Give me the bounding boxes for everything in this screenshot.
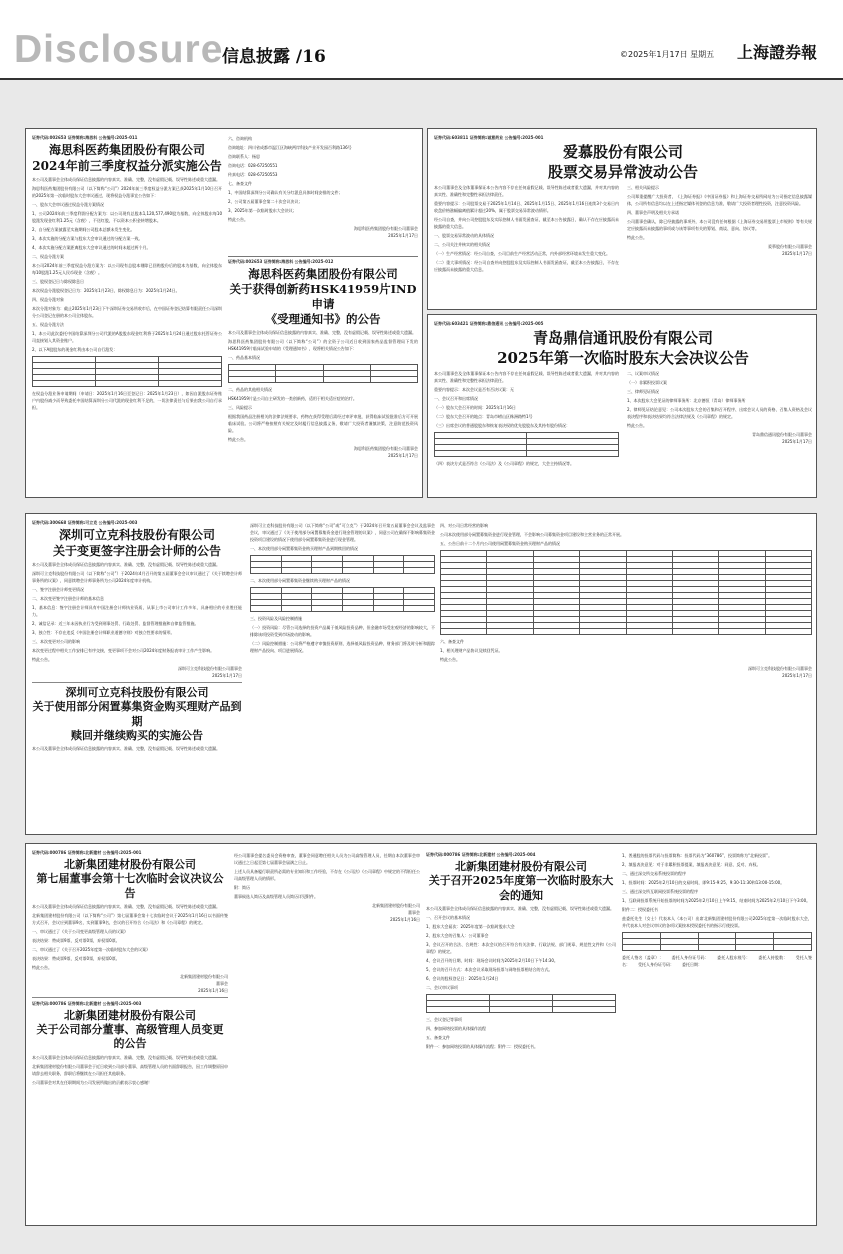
notice-haisco-col-1 [32,133,222,495]
notice-paragraph: 1、中国结算深圳分公司确认有关分红派息具体时间安排的文件； [228,190,343,195]
notice-paragraph: （二）风险控制措施：公司将严格遵守审慎投资原则，选择低风险投资品种，财务部门将及时分析和跟踪理财产品投向、项目进展情况。 [250,641,435,653]
notice-paragraph: 二、公司关注并核实的相关情况 [434,242,490,247]
notice-meta: 证券代码:002653 证券简称:海思科 公告编号:2025-011 [32,135,138,140]
notice-paragraph: 特此公告。 [627,423,647,428]
notice-paragraph: （一）投资风险：尽管公司选择的投资产品属于低风险投资品种，但金融市场受宏观经济的影响较大，不排除该项投资受到市场波动的影响。 [250,625,435,637]
notice-paragraph: 4、会议召开的日期、时间：现场会议时间为2025年2月10日下午14:30。 [426,957,558,963]
notice-paragraph: 一、药品基本情况 [228,354,260,360]
self-distribution-table [32,356,222,387]
notice-paragraph: 深圳可立克科技股份有限公司（以下简称“公司”或“可立克”）于2024年召开第五届董事会会议及监事会会议，审议通过了《关于使用部分闲置募集资金进行现金管理的议案》，同意公司在确保不影响募集资金投资项目建设的情况下使用部分闲置募集资金进行现金管理。 [250,523,435,542]
notice-paragraph: 特此公告。 [440,657,460,662]
notice-paragraph: 公司郑重提醒广大投资者，《上海证券报》《中国证券报》和上海证券交易所网站为公司指定信息披露媒体，公司所有信息均以在上述指定媒体刊登的信息为准，敬请广大投资者理性投资，注意投资风险。 [627,194,812,206]
notice-paragraph: 特此公告。 [228,436,248,442]
notice-clickele-col-1 [32,518,242,832]
notice-paragraph: （一）股东大会召开的时间：2025年1月16日 [434,405,516,410]
notice-paragraph: 2、律师见证结论意见：公司本次股东大会的召集和召开程序、出席会议人员的资格、召集人资格及会议表决程序和表决结果均符合法律法规及《公司章程》的规定。 [627,407,812,419]
notice-paragraph: 传真电话：028-67250553 [228,172,278,177]
notice-paragraph: 附件二：授权委托书 [622,907,658,912]
notice-haisco [25,128,423,498]
notice-paragraph: （二）股东大会召开的地点：青岛市崂山区株洲路特1号 [434,414,533,419]
notice-paragraph: 一、股票交易异常波动的具体情况 [434,233,494,238]
notice-paragraph: 本公司及董事会全体成员保证信息披露的内容真实、准确、完整，没有虚假记载、误导性陈述或重大遗漏。 [426,905,614,911]
notice-paragraph: 附：简历 [234,885,250,890]
notice-paragraph: 三、相关风险提示 [627,185,659,190]
notice-paragraph: 三、风险提示 [228,404,252,410]
notice-paragraph: 一、召开会议的基本情况 [426,914,470,920]
notice-paragraph: 1、本公司此次委托中国结算深圳分公司代派的A股股东现金红利将于2025年1月24日通过股东托管证券公司直接划入其资金账户。 [32,331,222,344]
notice-title: 海思科医药集团股份有限公司 2024年前三季度权益分派实施公告 [32,143,222,173]
notice-aimer-columns [434,182,812,275]
notice-signature: 青岛鼎信通讯股份有限公司董事会 2025年1月17日 [752,432,812,444]
notice-paragraph: 咨询地址：四川省成都市温江区海峡两岸科技产业开发园百利路136号 [228,145,352,150]
notice-paragraph: 委托人签名（盖章）： 委托人身份证号码： 委托人股东账号： 委托人持股数： 受托人签名： 受托人身份证号码： 委托日期： [622,955,812,967]
notice-paragraph: 海思科医药集团股份有限公司（以下简称“公司”）的全资子公司近日收到国家药品监督管理局下发的HSK41959片临床试验申请的《受理通知书》，现将相关情况公告如下： [228,338,418,351]
notice-paragraph: 三、通过深交所互联网投票系统投票的程序 [622,889,698,894]
notice-paragraph: 1、公司2024年前三季度利润分配方案为：以公司现有总股本1,120,577,490股为基数，向全体股东每10股派发现金红利1.25元（含税），不送红股，不以资本公积金转增股本。 [32,211,222,224]
notice-paragraph: 3、2025年第一次临时股东大会决议； [228,208,297,213]
notice-paragraph: 特此公告。 [32,657,52,663]
notice-paragraph: 二、权益分派方案 [32,254,64,260]
notice-paragraph: 1、本次股东大会见证的律师事务所：北京德恒（青岛）律师事务所 [627,398,746,403]
notice-title: 北新集团建材股份有限公司 关于公司部分董事、高级管理人员变更的公告 [36,1008,224,1051]
notice-clickele [25,513,817,835]
newspaper-logo: 上海證券報 [737,43,818,62]
notice-paragraph: 北新集团建材股份有限公司（以下简称“公司”）第七届董事会第十七次临时会议于2025年1月16日以书面传签方式召开，会议应到董事9名，实到董事9名，会议的召开符合《公司法》和《公司章程》的规定。 [32,912,228,925]
divider [32,997,228,998]
notice-paragraph: 5、会议的召开方式：本次会议采取现场投票与网络投票相结合的方式。 [426,966,553,972]
notice-paragraph: 二、本次变更签字注册会计师的基本信息 [32,596,104,602]
notice-paragraph: 一、签字注册会计师变更情况 [32,587,84,593]
redemption-table [250,555,435,574]
notice-aimer-col-2 [627,182,812,275]
notice-paragraph: 公司本次使用部分闲置募集资金进行现金管理，不会影响公司募集资金项目建设和主营业务的正常开展。 [440,532,624,537]
proposal-table [426,994,616,1013]
notice-topscomm-col-2 [627,368,812,469]
notice-title: 北新集团建材股份有限公司 关于召开2025年度第一次临时股东大会的通知 [428,860,614,902]
notice-signature: 深圳可立克科技股份有限公司董事会 2025年1月17日 [178,666,242,679]
notice-paragraph: 经公司自查，并向公司控股股东及实际控制人书面发函查证，截至本公告披露日，确认不存在应披露而未披露的重大信息。 [434,217,619,229]
notice-paragraph: 上述人员具备履行职责所必需的专业知识和工作经验，不存在《公司法》《公司章程》中规定的不得担任公司高级管理人员的情形。 [234,869,420,881]
notice-paragraph: 2、填报表决意见：对于非累积投票提案，填报表决意见：同意、反对、弃权。 [622,862,761,867]
notice-paragraph: 二、议案审议情况 [627,371,659,376]
masthead [0,0,843,80]
notice-paragraph: 附件一：参加网络投票的具体操作流程；附件二：授权委托书。 [426,1043,538,1049]
notice-paragraph: 本次分派对象为：截止2025年1月23日下午深圳证券交易所收市后，在中国证券登记结算有限责任公司深圳分公司登记在册的本公司全体股东。 [32,306,222,319]
notice-paragraph: 公司董事会确认，除已经披露的事项外，本公司没有任何根据《上海证券交易所股票上市规则》等有关规定应披露而未披露的事项或与该等事项有关的筹划、商谈、意向、协议等。 [627,219,812,231]
notice-meta: 证券代码:000786 证券简称:北新建材 公告编号:2025-004 [426,852,536,857]
notice-bnbm [25,843,817,1226]
notice-bnbm-col-1 [32,848,228,1223]
notice-paragraph: 本次权益分派股权登记日为：2025年1月23日，除权除息日为：2025年1月24日。 [32,288,180,294]
notice-signature: 深圳可立克科技股份有限公司董事会 2025年1月17日 [748,666,812,678]
notice-paragraph: 深圳可立克科技股份有限公司（以下简称“公司”）于2024年4月召开的第五届董事会会议审议通过了《关于续聘会计师事务所的议案》，同意续聘会计师事务所为公司2024年度审计机构。 [32,571,242,584]
notice-paragraph: 四、参加网络投票的具体操作流程 [426,1025,486,1031]
notice-paragraph: 三、会议登记等事项 [426,1016,462,1022]
notice-paragraph: 五、公告日前十二个月内公司使用闲置募集资金购买理财产品的情况 [440,541,560,546]
notice-paragraph: 本公司及董事会全体成员保证信息披露的内容真实、准确、完整，没有虚假记载、误导性陈述或重大遗漏。 [228,329,416,335]
notice-paragraph: 三、本次变更对公司的影响 [32,639,80,645]
notice-topscomm-body [434,319,812,495]
notice-paragraph: 2、股东大会的召集人：公司董事会 [426,932,489,938]
notice-paragraph: 五、备查文件 [426,1034,450,1040]
notice-meta: 证券代码:002653 证券简称:海思科 公告编号:2025-012 [228,259,334,264]
notice-aimer-col-1 [434,182,619,275]
notice-paragraph: 六、备查文件 [440,639,464,644]
notice-paragraph: 特此公告。 [627,235,647,240]
issue-date: ©2025年1月17日 星期五 [620,50,715,59]
notice-paragraph: 本公司董事会及全体董事保证本公告内容不存在任何虚假记载、误导性陈述或者重大遗漏，并对其内容的真实性、准确性和完整性承担法律责任。 [434,185,619,197]
notice-title: 海思科医药集团股份有限公司 关于获得创新药HSK41959片IND申请 《受理通知书》的公告 [229,267,417,326]
notice-paragraph: 四、对公司日常经营的影响 [440,523,488,528]
notice-paragraph: （二）重大事项情况：经公司自查并向控股股东及实际控制人书面发函查证，截至本公告披露日，不存在应披露而未披露的重大信息。 [434,260,619,272]
notice-paragraph: 在权益分派业务申请期间（申请日：2025年1月16日至登记日：2025年1月23日），如因自派股东证券账户内股份减少而导致委托中国结算深圳分公司代派的现金红利不足的，一切法律责任与后果由我公司自行承担。 [32,391,222,411]
notice-paragraph: 本公司2024年前三季度权益分派方案为：以公司现有总股本剔除已回购股份后的股本为基数，向全体股东每10股派1.25元人民币现金（含税）。 [32,263,222,276]
notice-paragraph: 一、会议召开和出席情况 [434,396,478,401]
notice-paragraph: 北新集团建材股份有限公司董事会于近日收到公司部分董事、高级管理人员的书面辞职报告，因工作调整原因申请辞去相关职务，辞职后将继续在公司担任其他职务。 [32,1063,228,1076]
notice-title: 北新集团建材股份有限公司 第七届董事会第十七次临时会议决议公告 [36,858,224,900]
notice-topscomm [427,314,817,498]
notice-bnbm-col-4 [622,850,812,1223]
notice-signature: 北新集团建材股份有限公司 董事会 2025年1月16日 [180,973,228,993]
notice-paragraph: 本公司董事会及全体董事保证本公告内容不存在任何虚假记载、误导性陈述或者重大遗漏，并对其内容的真实性、准确性和完整性承担法律责任。 [434,371,619,383]
notice-paragraph: 6、会议的股权登记日：2025年1月24日 [426,975,499,981]
notice-paragraph: 重要内容提示：本次会议是否有否决议案：无 [434,387,514,392]
notice-title: 青岛鼎信通讯股份有限公司 2025年第一次临时股东大会决议公告 [497,329,749,367]
notice-paragraph: 2、以下A股股东的现金红利由本公司自行派发： [32,347,118,353]
notice-paragraph: 七、备查文件 [228,181,252,186]
notice-paragraph: 本公司及董事会全体成员保证信息披露的内容真实、准确、完整，没有虚假记载、误导性陈述或重大遗漏。 [32,903,220,909]
notice-meta: 证券代码:603421 证券简称:鼎信通讯 公告编号:2025-005 [434,321,544,326]
notice-bnbm-col-2 [234,850,420,1223]
notice-paragraph: 四、权益分派对象 [32,297,64,303]
notice-topscomm-columns [434,368,812,469]
notice-topscomm-col-1 [434,368,619,469]
notice-title: 爱慕股份有限公司 股票交易异常波动公告 [547,143,698,181]
notice-paragraph: 五、权益分派方法 [32,322,64,328]
divider [32,682,242,683]
twelve-month-table [440,550,812,635]
notice-paragraph: 咨询联系人：杨思 [228,154,260,159]
notice-paragraph: 1、互联网投票系统开始投票的时间为2025年2月10日上午9:15，结束时间为2025年2月10日下午3:00。 [622,898,811,903]
notice-paragraph: 二、药品的其他相关情况 [228,386,272,392]
notice-haisco-col-2 [228,133,418,253]
notice-paragraph: 本公司及董事会全体成员保证信息披露的内容真实、准确、完整，没有虚假记载、误导性陈述或重大遗漏。 [32,1054,220,1060]
notice-paragraph: （三）出席会议的普通股股东和恢复表决权的优先股股东及其持有股份情况： [434,423,570,428]
notice-paragraph: 3、会议召开的合法、合规性：本次会议的召开符合有关法律、行政法规、部门规章、规范性文件和《公司章程》的规定。 [426,941,616,954]
notice-paragraph: 特此公告。 [228,217,248,222]
notice-paragraph: HSK41959片是公司自主研发的一类创新药，适用于相关适应症的治疗。 [228,395,357,401]
notice-paragraph: 表决结果：赞成票9票，反对票0票，弃权票0票。 [32,937,120,943]
notice-paragraph: 三、股权登记日与除权除息日 [32,279,84,285]
notice-haisco-ind [228,256,418,495]
notice-paragraph: 2、自分配方案披露至实施期间公司股本总额未发生变化。 [32,227,135,233]
notice-paragraph: 二、审议通过了《关于召开2025年度第一次临时股东大会的议案》 [32,946,149,952]
notice-clickele-col-2 [250,520,435,832]
section-brand: Disclosure [14,28,224,71]
notice-paragraph: 本公司及董事会全体成员保证信息披露的内容真实、准确、完整，没有虚假记载、误导性陈述或重大遗漏。 [32,562,220,568]
notice-paragraph: （一）生产经营情况：经公司自查，公司目前生产经营活动正常，内外部经营环境未发生重大变化。 [434,251,610,256]
notice-paragraph: 1、股东大会届次：2025年度第一次临时股东大会 [426,923,515,929]
notice-paragraph: 4、本次实施分配方案距离股东大会审议通过的时间未超过两个月。 [32,245,151,251]
notice-paragraph: 3、独立性：不存在违反《中国注册会计师职业道德守则》对独立性要求的情形。 [32,630,175,636]
notice-paragraph: 2、公司第五届董事会第二十次会议决议； [228,199,303,204]
notice-paragraph: 二、本次使用部分闲置募集资金继续购买理财产品的情况 [250,578,350,583]
notice-paragraph: 一、审议通过了《关于公司变更高级管理人员的议案》 [32,928,126,934]
notice-paragraph: 兹委托先生（女士）代表本人（本公司）出席北新集团建材股份有限公司2025年度第一次临时股东大会，并代表本人对会议审议的各项议案按本授权委托书的指示行使投票。 [622,916,812,928]
notice-paragraph: 1、基本信息：签字注册会计师具有中国注册会计师执业资质，从事上市公司审计工作多年，具备相应的专业胜任能力。 [32,605,242,618]
notice-title: 深圳可立克科技股份有限公司 关于变更签字注册会计师的公告 [52,528,221,558]
notice-paragraph: 二、会议审议事项 [426,984,458,990]
notice-meta: 证券代码:603811 证券简称:诚意药业 公告编号:2025-001 [434,135,544,140]
notice-aimer-body [434,133,812,307]
notice-paragraph: （四）表决方式是否符合《公司法》及《公司章程》的规定，大会主持情况等。 [434,461,574,466]
notice-paragraph: 1、投票时间：2025年2月10日的交易时间，即9:15-9:25，9:30-11:30和13:00-15:00。 [622,880,785,885]
notice-paragraph: 六、咨询机构 [228,136,252,141]
notice-paragraph: 1、普通股的投票代码与投票简称：投票代码为“360786”，投票简称为“北新投票”。 [622,853,773,858]
notice-clickele-col-3 [440,520,812,832]
notice-paragraph: 3、本次实施的分配方案与股东大会审议通过的分配方案一致。 [32,236,143,242]
notice-meta: 证券代码:300668 证券简称:可立克 公告编号:2025-003 [32,520,138,525]
notice-bnbm-col-3 [426,850,616,1223]
notice-paragraph: （一）非累积投票议案 [627,380,667,385]
notice-paragraph: 一、股东大会审议通过权益分派方案情况 [32,202,104,208]
notice-paragraph: 1、相关理财产品协议及赎回凭证。 [440,648,503,653]
notice-paragraph: 海思科医药集团股份有限公司（以下简称“公司”）2024年前三季度权益分派方案已获2025年1月10日召开的2025年第一次临时股东大会审议通过，现将权益分派事宜公告如下： [32,186,222,199]
notice-paragraph: 二、通过深交所交易系统投票的程序 [622,871,686,876]
notice-title: 深圳可立克科技股份有限公司 关于使用部分闲置募集资金购买理财产品到期 赎回并继续购买的实施公告 [32,686,242,743]
notice-paragraph: 重要内容提示：公司股票交易于2025年1月14日、2025年1月15日、2025年1月16日连续3个交易日内收盘价格涨幅偏离值累计超过20%，属于股票交易异常波动情形。 [434,201,619,213]
notice-aimer [427,128,817,310]
proxy-vote-table [622,932,812,951]
notice-paragraph: 三、投资风险及风险控制措施 [250,616,302,621]
notice-paragraph: 本公司及董事会全体成员保证信息披露的内容真实、准确、完整，没有虚假记载、误导性陈述或重大遗漏。 [32,177,220,183]
notice-paragraph: 本公司及董事会全体成员保证信息披露的内容真实、准确、完整，没有虚假记载、误导性陈述或重大遗漏。 [32,746,220,752]
notice-paragraph: 本次变更过程中相关工作安排已有序交接，变更事项不会对公司2024年度财务报表审计工作产生影响。 [32,648,215,654]
notice-signature: 北新集团建材股份有限公司 董事会 2025年1月16日 [372,903,420,922]
attendance-table [434,432,619,457]
notice-paragraph: 董事候选人简历及高级管理人员简历详见附件。 [234,894,318,899]
notice-paragraph: 三、律师见证情况 [627,389,659,394]
notice-paragraph: 经公司董事会提名委员会资格审查，董事会同意聘任相关人员为公司高级管理人员，任期自本次董事会审议通过之日起至第七届董事会届满之日止。 [234,853,420,865]
notice-paragraph: 表决结果：赞成票9票，反对票0票，弃权票0票。 [32,955,120,961]
notice-paragraph: 咨询电话：028-67250551 [228,163,278,168]
notice-paragraph: 特此公告。 [32,964,52,970]
notice-paragraph: 公司董事会对其在任职期间为公司发展所做出的贡献表示衷心感谢！ [32,1079,152,1085]
section-title: 信息披露 /16 [222,47,326,67]
notice-paragraph: 四、董事会声明及相关方承诺 [627,210,679,215]
notice-paragraph: 一、本次使用部分闲置募集资金购买理财产品到期赎回的情况 [250,546,358,551]
notice-signature: 海思科医药集团股份有限公司董事会 2025年1月17日 [354,445,418,458]
notice-paragraph: 2、诚信记录：近三年未因执业行为受到刑事处罚、行政处罚、监督管理措施和自律监管措施。 [32,621,199,627]
purchase-table [250,587,435,612]
notice-signature: 海思科医药集团股份有限公司董事会 2025年1月17日 [354,226,418,238]
notice-meta: 证券代码:000786 证券简称:北新建材 公告编号:2025-001 [32,850,142,855]
notice-signature: 爱慕股份有限公司董事会 2025年1月17日 [768,244,812,256]
notice-paragraph: 根据我国药品注册相关的法律法规要求，药物在获得受理后需经过审评审批，获得临床试验批准后方可开展临床试验。公司将严格按照有关规定及时履行信息披露义务，敬请广大投资者谨慎决策，注意防范投资风险。 [228,413,418,433]
drug-info-table [228,364,418,383]
notice-meta: 证券代码:000786 证券简称:北新建材 公告编号:2025-003 [32,1000,142,1006]
